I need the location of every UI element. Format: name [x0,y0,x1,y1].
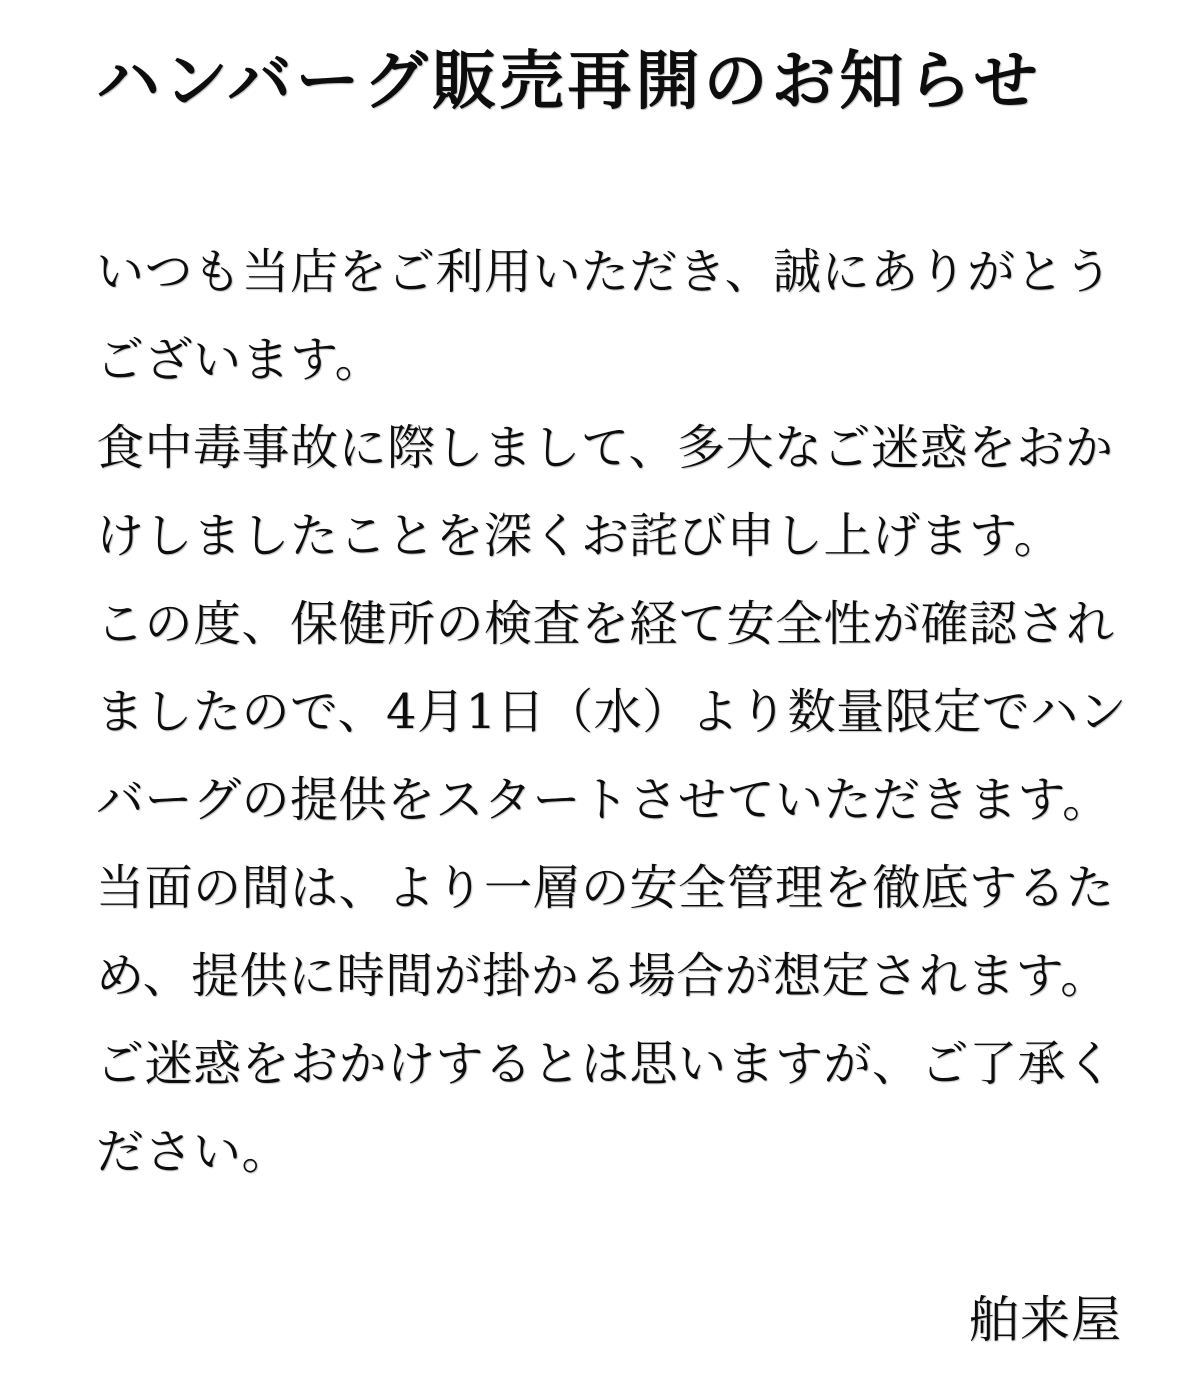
body-line-5: この度、保健所の検査を経て安全性が確認され [96,596,1115,652]
body-line-3: 食中毒事故に際しまして、多大なご迷惑をおか [96,420,1114,476]
body-line-7: バーグの提供をスタートさせていただきます。 [96,772,1111,828]
signature: 舶来屋 [969,1291,1122,1349]
notice-body [96,228,1130,1196]
body-line-2: ございます。 [96,332,384,388]
body-line-9: め、提供に時間が掛かる場合が想定されます。 [96,948,1109,1004]
body-line-1: いつも当店をご利用いただき、誠にありがとう [96,244,1113,300]
body-line-11: ださい。 [96,1124,291,1180]
body-line-8: 当面の間は、より一層の安全管理を徹底するた [96,860,1115,916]
notice-title: ハンバーグ販売再開のお知らせ [96,44,1042,119]
body-line-10: ご迷惑をおかけするとは思いますが、ご了承く [96,1036,1115,1092]
body-line-4: けしましたことを深くお詫び申し上げます。 [96,508,1063,564]
body-line-6: ましたので、4月1日（水）より数量限定でハン [96,684,1128,740]
